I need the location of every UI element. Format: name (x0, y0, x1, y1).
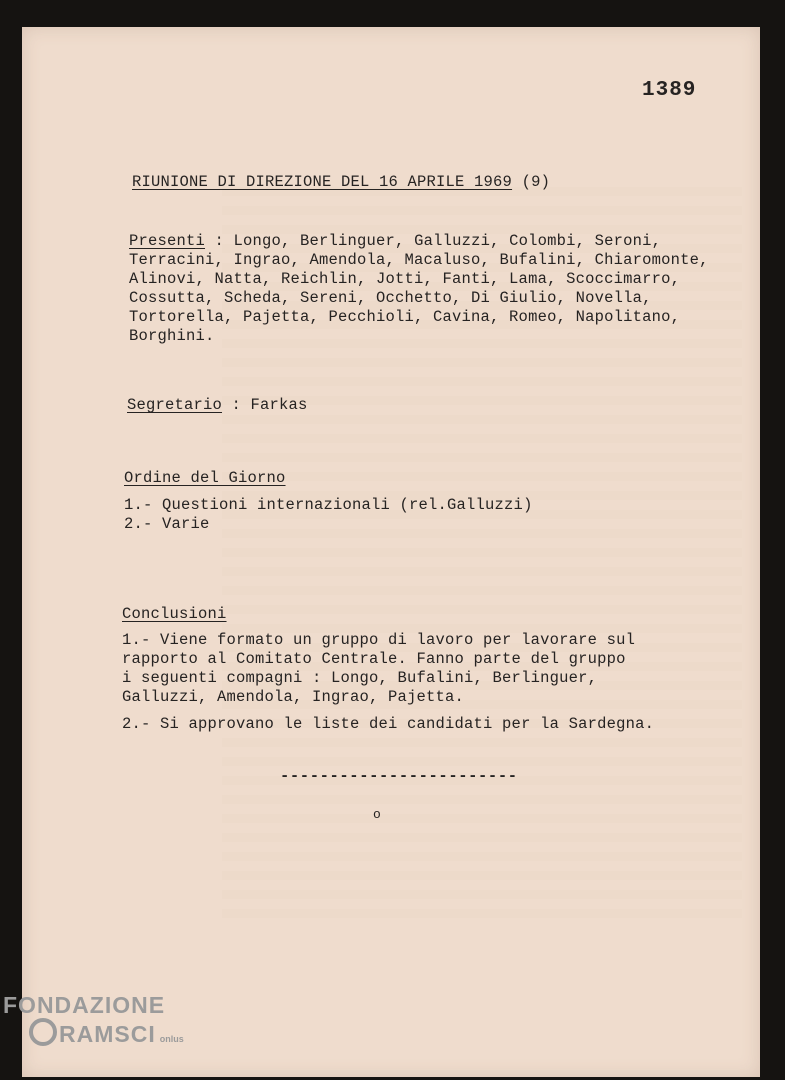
presenti-line: Terracini, Ingrao, Amendola, Macaluso, Bufalini, Chiaromonte, (129, 251, 709, 269)
conclusione-item-1 (122, 631, 654, 707)
document-title (132, 173, 550, 191)
watermark-line2: RAMSCI (59, 1021, 156, 1047)
ordine-heading: Ordine del Giorno (124, 469, 286, 487)
presenti-line: Cossutta, Scheda, Sereni, Occhetto, Di Giulio, Novella, (129, 289, 652, 307)
ordine-item: 2.- Varie (124, 515, 210, 533)
conclusioni-heading: Conclusioni (122, 605, 227, 623)
conclusione-line: Galluzzi, Amendola, Ingrao, Pajetta. (122, 688, 465, 706)
ordine-block (124, 469, 533, 534)
watermark-g-logo-icon (29, 1018, 57, 1046)
presenti-line: Tortorella, Pajetta, Pecchioli, Cavina, Romeo, Napolitano, (129, 308, 681, 326)
presenti-line: Borghini. (129, 327, 215, 345)
conclusioni-block (122, 605, 654, 734)
presenti-label: Presenti (129, 232, 206, 250)
presenti-line: Alinovi, Natta, Reichlin, Jotti, Fanti, Lama, Scoccimarro, (129, 270, 681, 288)
separator-line: ------------------------ (280, 767, 518, 785)
conclusione-line: rapporto al Comitato Centrale. Fanno parte del gruppo (122, 650, 626, 668)
conclusione-line: 1.- Viene formato un gruppo di lavoro per lavorare sul (122, 631, 636, 649)
title-suffix: (9) (521, 173, 551, 191)
presenti-line: : Longo, Berlinguer, Galluzzi, Colombi, Seroni, (214, 232, 662, 250)
page-number: 1389 (642, 79, 697, 102)
watermark-onlus: onlus (159, 1034, 184, 1044)
segretario-line (127, 396, 308, 414)
presenti-first-line (129, 232, 709, 251)
fondazione-gramsci-watermark (3, 993, 184, 1052)
document-page (22, 27, 760, 1077)
ordine-item: 1.- Questioni internazionali (rel.Galluzzi) (124, 496, 533, 514)
watermark-line2-wrap (29, 1018, 184, 1052)
conclusione-item-2: 2.- Si approvano le liste dei candidati per la Sardegna. (122, 715, 655, 733)
watermark-line1: FONDAZIONE (3, 992, 166, 1018)
end-mark: o (373, 807, 382, 822)
segretario-label: Segretario (127, 396, 223, 414)
presenti-block (129, 232, 709, 346)
title-text: RIUNIONE DI DIREZIONE DEL 16 APRILE 1969 (132, 173, 513, 191)
segretario-value: : Farkas (231, 396, 308, 414)
conclusione-line: i seguenti compagni : Longo, Bufalini, Berlinguer, (122, 669, 598, 687)
